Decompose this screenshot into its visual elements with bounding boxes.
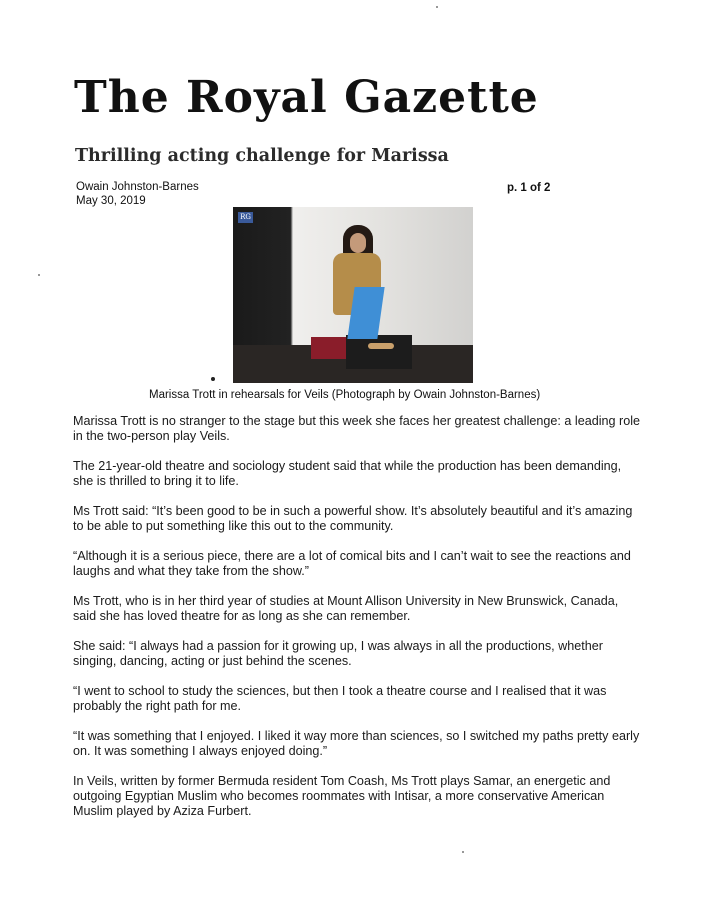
scan-speck [436, 6, 438, 8]
newspaper-masthead: The Royal Gazette [74, 72, 539, 123]
actress-legs [347, 287, 384, 339]
paragraph: The 21-year-old theatre and sociology student said that while the production has been demanding, she is thrilled to bring it to life. [73, 459, 622, 488]
article-body [73, 414, 643, 834]
paragraph: In Veils, written by former Bermuda resident Tom Coash, Ms Trott plays Samar, an energetic and outgoing Egyptian Muslim who becomes roommates with Intisar, a more conservative American Muslim played by Aziza Furbert. [73, 774, 611, 818]
stage-box [346, 335, 412, 369]
article-headline: Thrilling acting challenge for Marissa [75, 146, 449, 166]
paragraph: Marissa Trott is no stranger to the stage but this week she faces her greatest challenge: a leading role in the two-person play Veils. [73, 414, 641, 443]
paragraph: “It was something that I enjoyed. I liked it way more than sciences, so I switched my paths pretty early on. It was something I always enjoyed doing.” [73, 729, 640, 758]
byline [76, 180, 199, 208]
scan-speck [38, 274, 40, 276]
actress-sandals [368, 343, 394, 349]
paragraph: She said: “I always had a passion for it growing up, I was always in all the productions, whether singing, dancing, acting or just behind the scenes. [73, 639, 603, 668]
article-photo [233, 207, 473, 383]
page-number: p. 1 of 2 [507, 182, 551, 194]
paragraph: Ms Trott said: “It’s been good to be in such a powerful show. It’s absolutely beautiful and it’s amazing to be able to put something like this out to the community. [73, 504, 633, 533]
author-name: Owain Johnston-Barnes [76, 181, 199, 193]
paragraph: Ms Trott, who is in her third year of studies at Mount Allison University in New Brunswick, Canada, said she has loved theatre for as long as she can remember. [73, 594, 619, 623]
stray-dot [211, 377, 215, 381]
paragraph: “I went to school to study the sciences, but then I took a theatre course and I realised that it was probably the right path for me. [73, 684, 607, 713]
paragraph: “Although it is a serious piece, there are a lot of comical bits and I can’t wait to see the reactions and laughs and what they take from the show.” [73, 549, 631, 578]
actress-face [350, 233, 366, 253]
photo-caption: Marissa Trott in rehearsals for Veils (Photograph by Owain Johnston-Barnes) [149, 389, 541, 401]
scan-speck [462, 851, 464, 853]
rg-logo-icon: RG [238, 212, 253, 223]
publish-date: May 30, 2019 [76, 195, 146, 207]
